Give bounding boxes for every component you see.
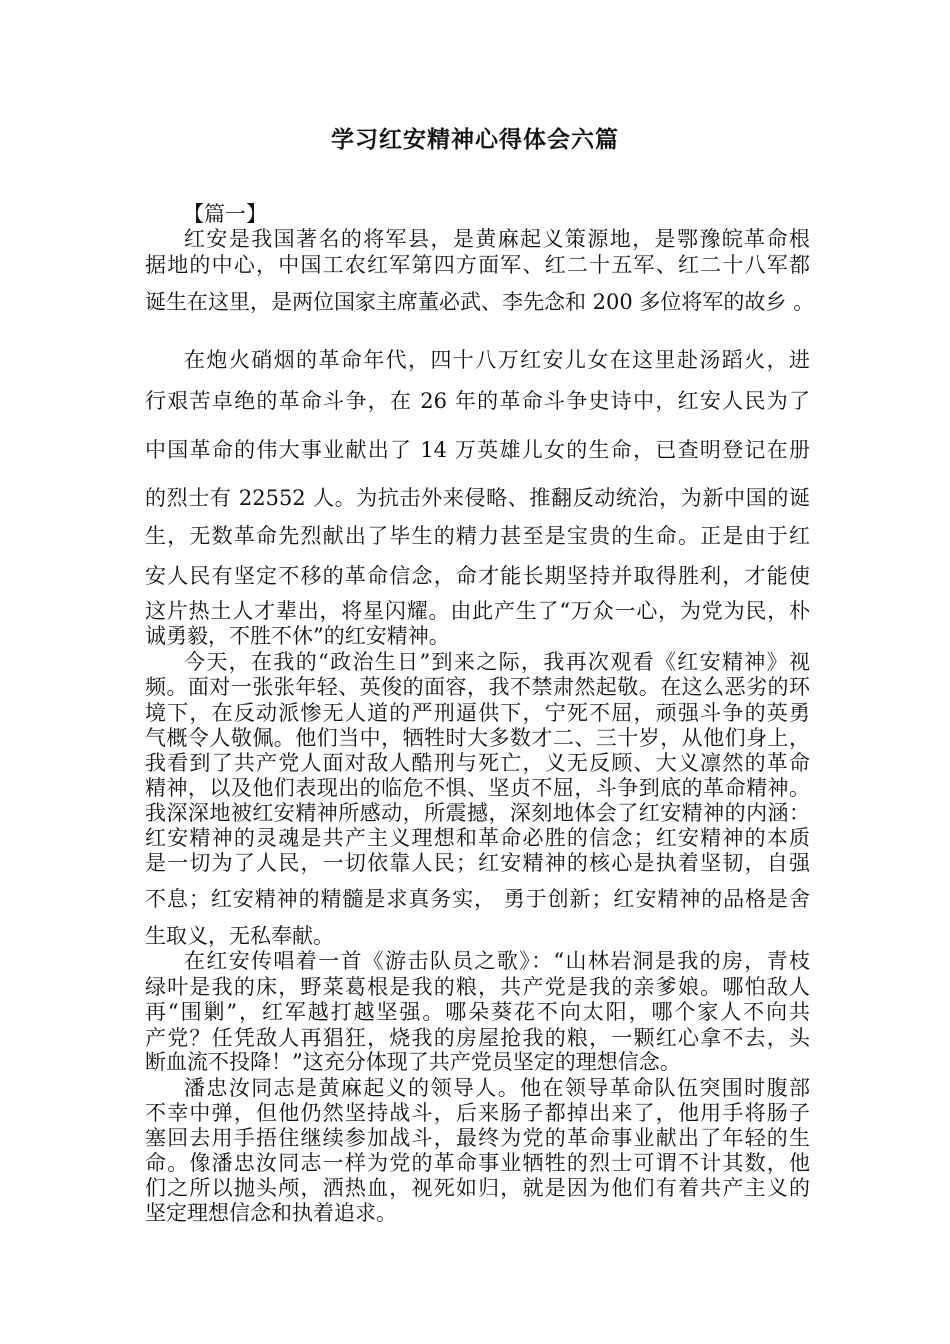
text-line: 气概令人敬佩。他们当中，牺牲时大多数才二、三十岁，从他们身上， xyxy=(145,726,810,750)
text-line: 不幸中弹，但他仍然坚持战斗，后来肠子都掉出来了，他用手将肠子 xyxy=(145,1101,810,1125)
text-line: 我深深地被红安精神所感动，所震撼，深刻地体会了红安精神的内涵： xyxy=(145,801,810,825)
text-line: 行艰苦卓绝的革命斗争，在 26 年的革命斗争史诗中，红安人民为了 xyxy=(145,389,810,413)
text-line: 绿叶是我的床，野菜葛根是我的粮，共产党是我的亲爹娘。哪怕敌人 xyxy=(145,975,810,999)
text-line: 再“围剿”，红军越打越坚强。哪朵葵花不向太阳，哪个家人不向共 xyxy=(145,1000,810,1024)
text-line: 我看到了共产党人面对敌人酷刑与死亡，义无反顾、大义凛然的革命 xyxy=(145,751,810,775)
text-line: 红安精神的灵魂是共产主义理想和革命必胜的信念；红安精神的本质 xyxy=(145,826,810,850)
text-line: 断血流不投降！”这充分体现了共产党员坚定的理想信念。 xyxy=(145,1050,681,1074)
text-line: 诞生在这里，是两位国家主席董必武、李先念和 200 多位将军的故乡 。 xyxy=(145,290,815,314)
text-line: 境下，在反动派惨无人道的严刑逼供下，宁死不屈，顽强斗争的英勇 xyxy=(145,701,810,725)
text-line: 生取义，无私奉献。 xyxy=(145,924,334,948)
document-title: 学习红安精神心得体会六篇 xyxy=(331,127,619,153)
text-line: 塞回去用手捂住继续参加战斗，最终为党的革命事业献出了年轻的生 xyxy=(145,1126,810,1150)
text-line: 不息；红安精神的精髓是求真务实， 勇于创新；红安精神的品格是舍 xyxy=(145,887,810,911)
text-line: 精神，以及他们表现出的临危不惧、坚贞不屈，斗争到底的革命精神。 xyxy=(145,776,810,800)
text-line: 中国革命的伟大事业献出了 14 万英雄儿女的生命，已查明登记在册 xyxy=(145,438,810,462)
text-line: 诚勇毅，不胜不休”的红安精神。 xyxy=(145,624,450,648)
text-line: 在红安传唱着一首《游击队员之歌》：“山林岩洞是我的房，青枝 xyxy=(184,949,810,973)
text-line: 在炮火硝烟的革命年代，四十八万红安儿女在这里赴汤蹈火，进 xyxy=(184,348,810,372)
text-line: 安人民有坚定不移的革命信念，命才能长期坚持并取得胜利，才能使 xyxy=(145,564,810,588)
text-line: 潘忠汝同志是黄麻起义的领导人。他在领导革命队伍突围时腹部 xyxy=(184,1076,810,1100)
text-line: 生，无数革命先烈献出了毕生的精力甚至是宝贵的生命。正是由于红 xyxy=(145,524,810,548)
text-line: 频。面对一张张年轻、英俊的面容，我不禁肃然起敬。在这么恶劣的环 xyxy=(145,675,810,699)
text-line: 是一切为了人民，一切依靠人民；红安精神的核心是执着坚韧，自强 xyxy=(145,851,810,875)
section-label: 【篇一】 xyxy=(183,202,267,226)
text-line: 今天，在我的“政治生日”到来之际，我再次观看《红安精神》视 xyxy=(184,650,810,674)
text-line: 坚定理想信念和执着追求。 xyxy=(145,1201,397,1225)
text-line: 红安是我国著名的将军县，是黄麻起义策源地，是鄂豫皖革命根 xyxy=(184,227,810,251)
text-line: 据地的中心，中国工农红军第四方面军、红二十五军、红二十八军都 xyxy=(145,253,810,277)
text-line: 这片热土人才辈出，将星闪耀。由此产生了“万众一心，为党为民，朴 xyxy=(145,599,810,623)
text-line: 命。像潘忠汝同志一样为党的革命事业牺牲的烈士可谓不计其数，他 xyxy=(145,1151,810,1175)
text-line: 的烈士有 22552 人。为抗击外来侵略、推翻反动统治，为新中国的诞 xyxy=(145,486,810,510)
text-line: 产党？任凭敌人再猖狂，烧我的房屋抢我的粮，一颗红心拿不去，头 xyxy=(145,1026,810,1050)
text-line: 们之所以抛头颅，洒热血，视死如归，就是因为他们有着共产主义的 xyxy=(145,1176,810,1200)
